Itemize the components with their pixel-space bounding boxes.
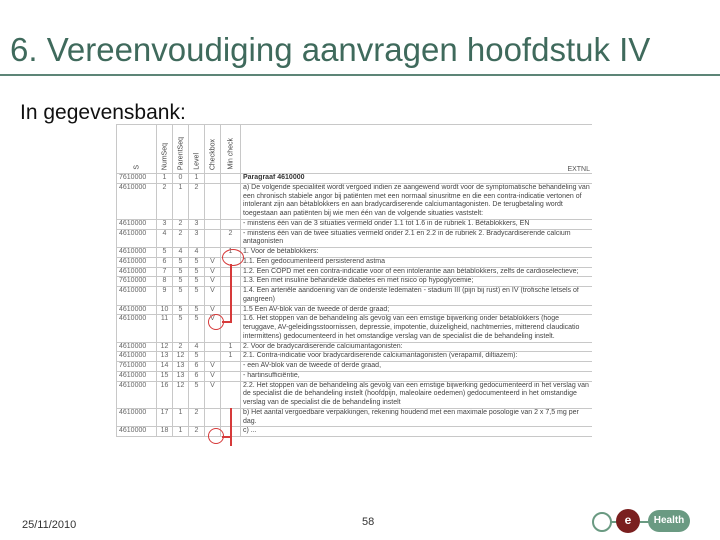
cell-mincheck — [221, 219, 241, 229]
cell-level: 2 — [189, 427, 205, 437]
cell-parentseq: 5 — [173, 305, 189, 315]
database-table — [116, 124, 592, 437]
cell-text: 1.1. Een gedocumenteerd persisterend astma — [241, 257, 593, 267]
column-header-extnl: EXTNL — [241, 125, 593, 174]
bracket-line-horizontal-2 — [222, 436, 232, 438]
cell-mincheck: 1 — [221, 352, 241, 362]
cell-nr: 4610000 — [117, 248, 157, 258]
cell-numseq: 7 — [157, 267, 173, 277]
cell-numseq: 18 — [157, 427, 173, 437]
table-row — [117, 371, 593, 381]
logo-ring-icon — [592, 512, 612, 532]
cell-numseq: 11 — [157, 315, 173, 342]
table-row — [117, 174, 593, 184]
database-table-screenshot — [116, 124, 592, 504]
cell-level: 5 — [189, 305, 205, 315]
cell-numseq: 6 — [157, 257, 173, 267]
cell-nr: 4610000 — [117, 408, 157, 427]
ehealth-logo — [590, 508, 716, 536]
cell-numseq: 9 — [157, 287, 173, 306]
cell-parentseq: 5 — [173, 267, 189, 277]
bracket-line-horizontal-1 — [222, 321, 232, 323]
table-row — [117, 381, 593, 408]
slide-subtitle: In gegevensbank: — [20, 101, 186, 124]
cell-numseq: 3 — [157, 219, 173, 229]
cell-checkbox — [205, 408, 221, 427]
min-check-highlight: 2 — [228, 229, 233, 237]
cell-checkbox: V — [205, 267, 221, 277]
cell-text: 1.6. Het stoppen van de behandeling als gevolg van een ernstige bijwerking onder bètablokkers (hoge teruggave, AV-geleidingsstoornissen, depressie, impotentie, duizeligheid, nachtmerries, mitterend claudicatio intermittens) gedocumenteerd in het omstandige verslag van de specialist die de behandeling instelt. — [241, 315, 593, 342]
column-header-level: Level — [189, 125, 205, 174]
cell-nr: 4610000 — [117, 371, 157, 381]
cell-parentseq: 5 — [173, 277, 189, 287]
highlight-circle-min-check — [222, 249, 244, 266]
cell-checkbox: V — [205, 277, 221, 287]
cell-numseq: 16 — [157, 381, 173, 408]
cell-level: 5 — [189, 277, 205, 287]
cell-parentseq: 13 — [173, 362, 189, 372]
cell-level: 4 — [189, 248, 205, 258]
cell-numseq: 15 — [157, 371, 173, 381]
bracket-line-vertical-1 — [230, 264, 232, 322]
cell-nr: 4610000 — [117, 267, 157, 277]
cell-text: 1. Voor de bètablokkers: — [241, 248, 593, 258]
cell-text: 2.2. Het stoppen van de behandeling als gevolg van een ernstige bijwerking gedocumenteerd in het verslag van de specialist die de behandeling instelt (hoofdpijn, maleolaire oedemen) gedocumenteerd in het omstandige verslag van de specialist die de behandeling instelt — [241, 381, 593, 408]
table-row — [117, 229, 593, 248]
cell-level: 5 — [189, 381, 205, 408]
cell-nr: 4610000 — [117, 352, 157, 362]
cell-parentseq: 0 — [173, 174, 189, 184]
table-row — [117, 257, 593, 267]
cell-level: 2 — [189, 183, 205, 219]
cell-text: 1.4. Een arteriële aandoening van de onderste ledematen - stadium III (pijn bij rust) en IV (trofische letsels of gangreen) — [241, 287, 593, 306]
cell-level: 5 — [189, 315, 205, 342]
cell-parentseq: 4 — [173, 248, 189, 258]
cell-numseq: 4 — [157, 229, 173, 248]
column-header-parentseq: ParentSeq — [173, 125, 189, 174]
cell-text: - een AV-blok van de tweede of derde graad, — [241, 362, 593, 372]
table-row — [117, 287, 593, 306]
cell-text: - minstens één van de twee situaties vermeld onder 2.1 en 2.2 in de rubriek 2. Bradycardiserende calcium antagonisten — [241, 229, 593, 248]
table-row — [117, 315, 593, 342]
cell-text: 1.5 Een AV-blok van de tweede of derde graad; — [241, 305, 593, 315]
logo-health-pill: Health — [648, 510, 690, 532]
cell-checkbox — [205, 174, 221, 184]
cell-mincheck — [221, 183, 241, 219]
cell-checkbox — [205, 219, 221, 229]
cell-checkbox — [205, 183, 221, 219]
cell-parentseq: 1 — [173, 408, 189, 427]
cell-checkbox: V — [205, 287, 221, 306]
cell-parentseq: 1 — [173, 183, 189, 219]
page-number: 58 — [362, 516, 375, 528]
cell-parentseq: 12 — [173, 381, 189, 408]
cell-text: Paragraaf 4610000 — [241, 174, 593, 184]
table-row — [117, 305, 593, 315]
cell-parentseq: 5 — [173, 315, 189, 342]
table-row — [117, 267, 593, 277]
cell-checkbox — [205, 229, 221, 248]
cell-parentseq: 12 — [173, 352, 189, 362]
cell-parentseq: 1 — [173, 427, 189, 437]
cell-text: c) ... — [241, 427, 593, 437]
cell-mincheck — [221, 174, 241, 184]
cell-parentseq: 2 — [173, 342, 189, 352]
cell-level: 5 — [189, 352, 205, 362]
cell-numseq: 17 — [157, 408, 173, 427]
cell-numseq: 14 — [157, 362, 173, 372]
logo-e-badge: e — [616, 509, 640, 533]
cell-numseq: 1 — [157, 174, 173, 184]
cell-nr: 7610000 — [117, 174, 157, 184]
footer-date: 25/11/2010 — [22, 519, 77, 531]
cell-checkbox — [205, 248, 221, 258]
table-row — [117, 342, 593, 352]
cell-nr: 7610000 — [117, 362, 157, 372]
cell-checkbox: V — [205, 362, 221, 372]
cell-nr: 4610000 — [117, 257, 157, 267]
cell-checkbox: V — [205, 371, 221, 381]
cell-level: 3 — [189, 219, 205, 229]
table-row — [117, 248, 593, 258]
cell-mincheck: 1 — [221, 248, 241, 258]
cell-parentseq: 13 — [173, 371, 189, 381]
cell-level: 3 — [189, 229, 205, 248]
cell-nr: 4610000 — [117, 219, 157, 229]
cell-checkbox — [205, 342, 221, 352]
cell-level: 5 — [189, 287, 205, 306]
cell-mincheck — [221, 371, 241, 381]
cell-numseq: 8 — [157, 277, 173, 287]
cell-text: 1.2. Een COPD met een contra-indicatie voor of een intolerantie aan bètablokkers, zelfs de cardioselectieve; — [241, 267, 593, 277]
cell-numseq: 10 — [157, 305, 173, 315]
table-row — [117, 183, 593, 219]
column-header-checkbox: Checkbox — [205, 125, 221, 174]
cell-checkbox: V — [205, 381, 221, 408]
column-header-s: S — [117, 125, 157, 174]
cell-numseq: 2 — [157, 183, 173, 219]
cell-nr: 4610000 — [117, 315, 157, 342]
cell-nr: 4610000 — [117, 427, 157, 437]
slide-title: 6. Vereenvoudiging aanvragen hoofdstuk IV — [10, 31, 651, 68]
cell-parentseq: 5 — [173, 257, 189, 267]
cell-parentseq: 5 — [173, 287, 189, 306]
cell-nr: 4610000 — [117, 183, 157, 219]
cell-numseq: 13 — [157, 352, 173, 362]
cell-mincheck — [221, 381, 241, 408]
cell-text: 2.1. Contra-indicatie voor bradycardiserende calciumantagonisten (verapamil, diltiazem): — [241, 352, 593, 362]
table-row — [117, 219, 593, 229]
table-row — [117, 362, 593, 372]
cell-text: - minstens één van de 3 situaties vermeld onder 1.1 tot 1.6 in de rubriek 1. Bètablokkers, EN — [241, 219, 593, 229]
cell-checkbox: V — [205, 305, 221, 315]
cell-parentseq: 2 — [173, 229, 189, 248]
table-row — [117, 277, 593, 287]
title-divider — [0, 74, 720, 76]
column-header-mincheck: Min check — [221, 125, 241, 174]
cell-mincheck — [221, 362, 241, 372]
column-header-numseq: NumSeq — [157, 125, 173, 174]
cell-checkbox: V — [205, 257, 221, 267]
cell-text: - hartinsufficiëntie, — [241, 371, 593, 381]
cell-level: 5 — [189, 267, 205, 277]
cell-numseq: 12 — [157, 342, 173, 352]
cell-level: 5 — [189, 257, 205, 267]
cell-text: a) De volgende specialiteit wordt vergoed indien ze aangewend wordt voor de symptomatische behandeling van een chronisch stabiele angor bij patiënten met een normaal sinusritme en die een contra-indicatie vertonen of intolerant zijn aan bètablokkers en aan bradycardiserende calciumantagonisten. De terugbetaling wordt toegestaan aan patiënten bij wie men één van de volgende situaties vaststelt: — [241, 183, 593, 219]
cell-text: 2. Voor de bradycardiserende calciumantagonisten: — [241, 342, 593, 352]
table-header-row — [117, 125, 593, 174]
cell-mincheck: 1 — [221, 342, 241, 352]
cell-nr: 4610000 — [117, 305, 157, 315]
table-row — [117, 352, 593, 362]
cell-nr: 4610000 — [117, 342, 157, 352]
table-row — [117, 408, 593, 427]
cell-text: b) Het aantal vergoedbare verpakkingen, rekening houdend met een maximale posologie van 2 x 7,5 mg per dag. — [241, 408, 593, 427]
cell-level: 6 — [189, 371, 205, 381]
cell-nr: 7610000 — [117, 277, 157, 287]
cell-checkbox — [205, 352, 221, 362]
cell-level: 4 — [189, 342, 205, 352]
cell-nr: 4610000 — [117, 287, 157, 306]
cell-mincheck — [221, 229, 241, 248]
cell-level: 2 — [189, 408, 205, 427]
cell-parentseq: 2 — [173, 219, 189, 229]
cell-nr: 4610000 — [117, 381, 157, 408]
table-row — [117, 427, 593, 437]
cell-nr: 4610000 — [117, 229, 157, 248]
cell-level: 1 — [189, 174, 205, 184]
cell-level: 6 — [189, 362, 205, 372]
bracket-line-vertical-2 — [230, 408, 232, 446]
cell-checkbox: V — [205, 315, 221, 342]
cell-numseq: 5 — [157, 248, 173, 258]
cell-text: 1.3. Een met insuline behandelde diabetes en met risico op hypoglycemie; — [241, 277, 593, 287]
